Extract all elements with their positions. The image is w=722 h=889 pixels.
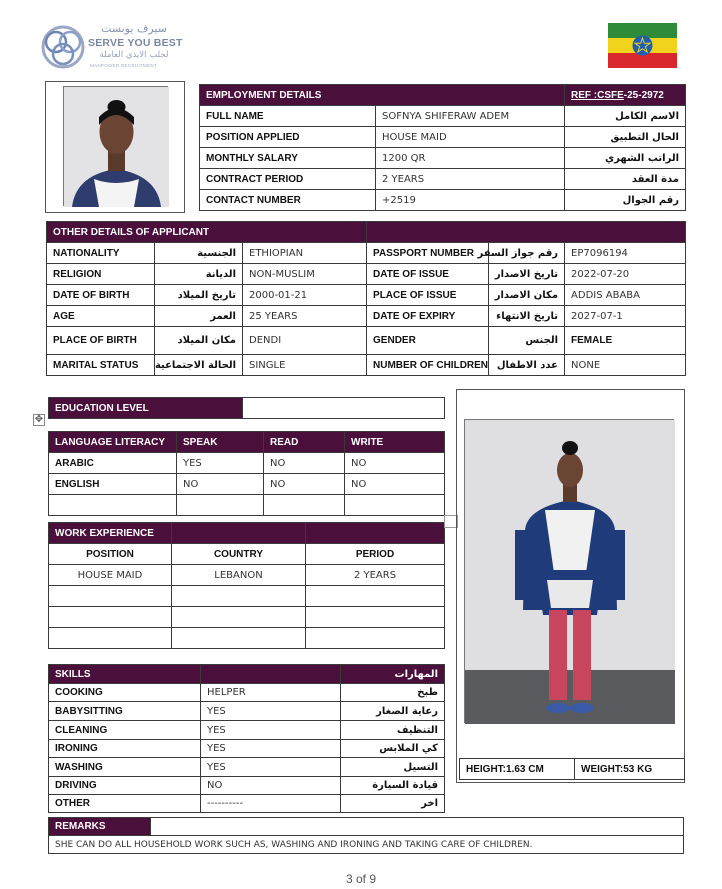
skill-washing-label: WASHING (49, 758, 201, 777)
position-column-header: POSITION (49, 544, 172, 565)
work-empty-cell (49, 586, 172, 607)
read-header: READ (264, 432, 345, 453)
monthly-salary-label: MONTHLY SALARY (200, 148, 376, 169)
education-level-table (48, 397, 445, 419)
language-empty-cell (177, 495, 264, 516)
work-empty-cell (172, 607, 306, 628)
position-applied-value: HOUSE MAID (376, 127, 565, 148)
language-literacy-header: LANGUAGE LITERACY (49, 432, 177, 453)
full-name-label: FULL NAME (200, 106, 376, 127)
full-name-arabic: الاسم الكامل (565, 106, 686, 127)
nationality-label: NATIONALITY (47, 243, 155, 264)
number-of-children-value: NONE (565, 355, 686, 376)
gender-value: FEMALE (565, 327, 686, 355)
date-of-birth-label: DATE OF BIRTH (47, 285, 155, 306)
date-of-expiry-value: 2027-07-1 (565, 306, 686, 327)
skills-header-arabic: المهارات (341, 665, 445, 684)
arabic-write-value: NO (345, 453, 445, 474)
monthly-salary-arabic: الراتب الشهري (565, 148, 686, 169)
religion-arabic: الديانة (155, 264, 243, 285)
company-logo (40, 22, 190, 74)
skill-ironing-arabic: كي الملابس (341, 740, 445, 758)
write-header: WRITE (345, 432, 445, 453)
english-speak-value: NO (177, 474, 264, 495)
work-empty-cell (49, 607, 172, 628)
place-of-birth-arabic: مكان الميلاد (155, 327, 243, 355)
logo-arabic-name: سيرف يوبست (101, 22, 167, 35)
skills-table (48, 664, 445, 813)
nationality-value: ETHIOPIAN (243, 243, 367, 264)
skills-header-mid (201, 665, 341, 684)
language-empty-cell (264, 495, 345, 516)
work-country-value: LEBANON (172, 565, 306, 586)
work-experience-header-mid (172, 523, 306, 544)
contract-period-label: CONTRACT PERIOD (200, 169, 376, 190)
skill-cleaning-value: YES (201, 721, 341, 740)
weight-value: WEIGHT:53 KG (575, 759, 685, 780)
date-of-issue-value: 2022-07-20 (565, 264, 686, 285)
date-of-birth-value: 2000-01-21 (243, 285, 367, 306)
religion-value: NON-MUSLIM (243, 264, 367, 285)
work-empty-cell (49, 628, 172, 649)
work-experience-header-right (306, 523, 445, 544)
country-column-header: COUNTRY (172, 544, 306, 565)
passport-number-label: PASSPORT NUMBER (367, 243, 489, 264)
logo-english-name: SERVE YOU BEST (88, 37, 183, 49)
reference-value: -25-2972 (623, 89, 664, 101)
place-of-birth-label: PLACE OF BIRTH (47, 327, 155, 355)
age-arabic: العمر (155, 306, 243, 327)
full-body-photo (464, 419, 674, 723)
page-indicator: 3 of 9 (345, 872, 377, 886)
religion-label: RELIGION (47, 264, 155, 285)
age-label: AGE (47, 306, 155, 327)
logo-emblem-icon (40, 24, 86, 70)
work-empty-cell (306, 628, 445, 649)
table-move-handle-icon[interactable]: ✥ (34, 414, 44, 425)
work-position-value: HOUSE MAID (49, 565, 172, 586)
date-of-issue-arabic: تاريخ الاصدار (489, 264, 565, 285)
contact-number-label: CONTACT NUMBER (200, 190, 376, 211)
marital-status-value: SINGLE (243, 355, 367, 376)
language-arabic-label: ARABIC (49, 453, 177, 474)
work-empty-cell (306, 607, 445, 628)
ethiopia-flag-icon (608, 23, 677, 68)
place-of-birth-value: DENDI (243, 327, 367, 355)
remarks-header-blank (151, 818, 684, 836)
skill-driving-label: DRIVING (49, 777, 201, 795)
skill-cleaning-label: CLEANING (49, 721, 201, 740)
marital-status-arabic: الحالة الاجتماعية (155, 355, 243, 376)
passport-number-arabic: رقم جواز السفر (489, 243, 565, 264)
monthly-salary-value: 1200 QR (376, 148, 565, 169)
skill-other-label: OTHER (49, 795, 201, 813)
work-experience-header: WORK EXPERIENCE (49, 523, 172, 544)
employment-details-table (199, 84, 686, 211)
work-empty-cell (306, 586, 445, 607)
skill-cooking-arabic: طبخ (341, 684, 445, 702)
employment-details-header: EMPLOYMENT DETAILS (200, 85, 565, 106)
date-of-issue-label: DATE OF ISSUE (367, 264, 489, 285)
period-column-header: PERIOD (306, 544, 445, 565)
education-level-header: EDUCATION LEVEL (49, 398, 243, 419)
date-of-expiry-label: DATE OF EXPIRY (367, 306, 489, 327)
remarks-text: SHE CAN DO ALL HOUSEHOLD WORK SUCH AS, WASHING AND IRONING AND TAKING CARE OF CHILDREN. (49, 836, 684, 854)
skill-other-value: ---------- (201, 795, 341, 813)
arabic-read-value: NO (264, 453, 345, 474)
skill-other-arabic: اخر (341, 795, 445, 813)
other-details-header-right (367, 222, 686, 243)
education-level-value (243, 398, 445, 419)
work-experience-table (48, 522, 445, 649)
logo-arabic-subtitle: لجلب الايدي العاملة (99, 50, 169, 60)
measurements-table (459, 758, 685, 780)
gender-arabic: الجنس (489, 327, 565, 355)
height-value: HEIGHT:1.63 CM (460, 759, 575, 780)
contact-number-arabic: رقم الجوال (565, 190, 686, 211)
contract-period-value: 2 YEARS (376, 169, 565, 190)
full-name-value: SOFNYA SHIFERAW ADEM (376, 106, 565, 127)
skill-driving-value: NO (201, 777, 341, 795)
language-empty-cell (345, 495, 445, 516)
skill-ironing-label: IRONING (49, 740, 201, 758)
skill-ironing-value: YES (201, 740, 341, 758)
other-details-table (46, 221, 686, 376)
reference-number (565, 85, 686, 106)
speak-header: SPEAK (177, 432, 264, 453)
full-body-photo-panel (456, 389, 685, 783)
skill-driving-arabic: قيادة السيارة (341, 777, 445, 795)
reference-label: REF :CSFE (571, 89, 624, 101)
work-empty-cell (172, 586, 306, 607)
skill-cleaning-arabic: التنظيف (341, 721, 445, 740)
skill-cooking-label: COOKING (49, 684, 201, 702)
logo-tagline: MANPOWER RECRUITMENT (90, 63, 157, 68)
date-of-birth-arabic: تاريخ الميلاد (155, 285, 243, 306)
skill-babysitting-arabic: رعاية الصغار (341, 702, 445, 721)
language-literacy-table (48, 431, 445, 516)
contract-period-arabic: مدة العقد (565, 169, 686, 190)
place-of-issue-arabic: مكان الاصدار (489, 285, 565, 306)
age-value: 25 YEARS (243, 306, 367, 327)
language-empty-cell (49, 495, 177, 516)
arabic-speak-value: YES (177, 453, 264, 474)
skills-header: SKILLS (49, 665, 201, 684)
skill-babysitting-label: BABYSITTING (49, 702, 201, 721)
remarks-table (48, 817, 684, 854)
english-read-value: NO (264, 474, 345, 495)
marital-status-label: MARITAL STATUS (47, 355, 155, 376)
skill-washing-value: YES (201, 758, 341, 777)
remarks-header: REMARKS (49, 818, 151, 836)
position-applied-arabic: الحال التطبيق (565, 127, 686, 148)
passport-number-value: EP7096194 (565, 243, 686, 264)
position-applied-label: POSITION APPLIED (200, 127, 376, 148)
language-english-label: ENGLISH (49, 474, 177, 495)
place-of-issue-label: PLACE OF ISSUE (367, 285, 489, 306)
skill-babysitting-value: YES (201, 702, 341, 721)
nationality-arabic: الجنسية (155, 243, 243, 264)
gender-label: GENDER (367, 327, 489, 355)
english-write-value: NO (345, 474, 445, 495)
other-details-header: OTHER DETAILS OF APPLICANT (47, 222, 367, 243)
passport-photo (63, 86, 168, 206)
place-of-issue-value: ADDIS ABABA (565, 285, 686, 306)
date-of-expiry-arabic: تاريخ الانتهاء (489, 306, 565, 327)
skill-washing-arabic: التسيل (341, 758, 445, 777)
work-period-value: 2 YEARS (306, 565, 445, 586)
passport-photo-frame (45, 81, 185, 213)
number-of-children-label: NUMBER OF CHILDREN (367, 355, 489, 376)
skill-cooking-value: HELPER (201, 684, 341, 702)
number-of-children-arabic: عدد الاطفال (489, 355, 565, 376)
work-empty-cell (172, 628, 306, 649)
contact-number-value: +2519 (376, 190, 565, 211)
